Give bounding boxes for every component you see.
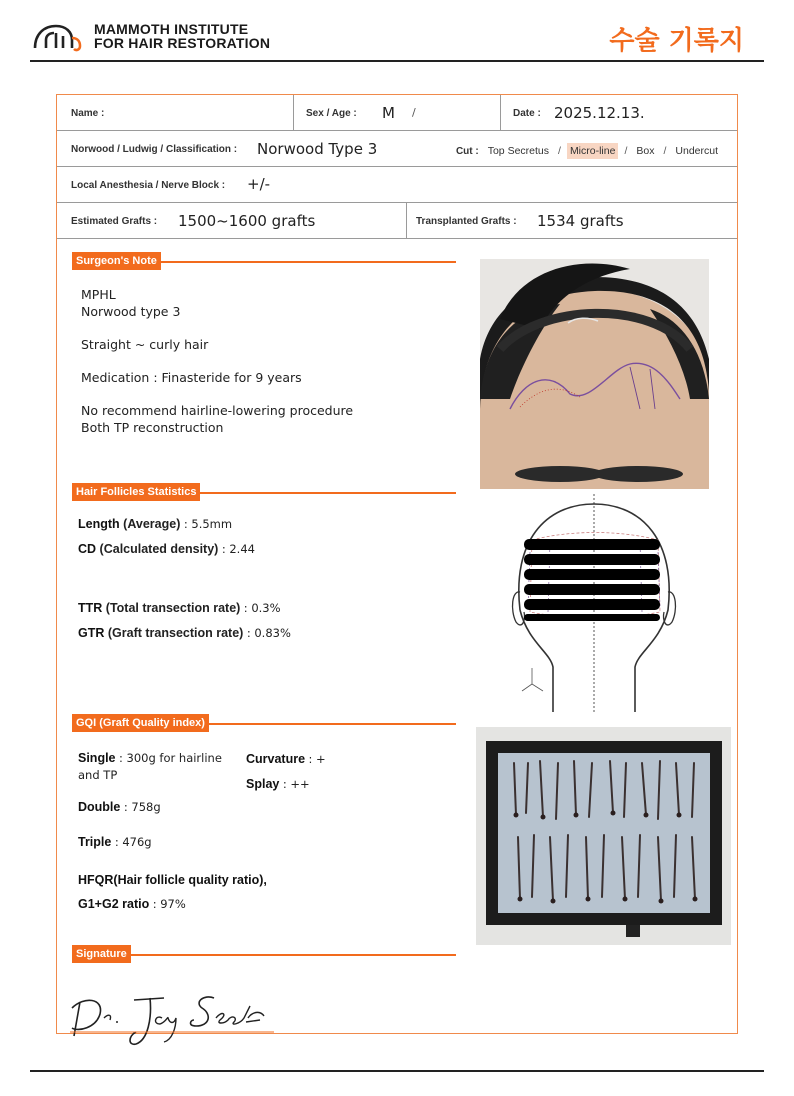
sex-age-label: Sex / Age : [306,108,357,119]
gqi-double: Double : 758g [78,800,161,814]
gqi-single: Single : 300g for hairline [78,751,222,765]
classification-label: Norwood / Ludwig / Classification : [71,144,238,155]
transplanted-grafts-label: Transplanted Grafts : [416,216,517,227]
signature-title: Signature [72,945,131,963]
note-line: Both TP reconstruction [81,420,224,435]
page-header [30,14,764,62]
cut-option-box[interactable]: Box [636,145,655,157]
anesthesia-label: Local Anesthesia / Nerve Block : [71,180,226,191]
stat-ttr: TTR (Total transection rate) : 0.3% [78,601,281,615]
date-value: 2025.12.13. [554,104,645,122]
form-row-grafts [57,203,737,239]
footer-divider [30,1070,764,1072]
cut-option-micro-line[interactable]: Micro-line [567,143,619,159]
donor-area-diagram [510,492,680,714]
form-row-classification [57,131,737,167]
signature-header [72,945,456,963]
anesthesia-value: +/- [247,175,271,193]
hairline-photo [480,259,709,489]
gqi-triple: Triple : 476g [78,835,152,849]
institute-name: MAMMOTH INSTITUTE FOR HAIR RESTORATION [94,21,271,51]
cut-option-undercut[interactable]: Undercut [675,145,718,157]
gqi-hfqr: HFQR(Hair follicle quality ratio), [78,873,267,887]
header-divider [30,60,764,62]
note-line: Norwood type 3 [81,304,181,319]
document-title: 수술 기록지 [609,26,744,56]
sex-value: M [382,104,395,122]
sex-age-separator: / [412,106,416,119]
estimated-grafts-label: Estimated Grafts : [71,216,158,227]
note-line: MPHL [81,287,116,302]
gqi-curvature: Curvature : + [246,752,326,766]
cut-option-top-secretus[interactable]: Top Secretus [487,145,550,157]
cut-label: Cut : [455,145,479,157]
form-row-anesthesia [57,167,737,203]
form-row-patient [57,95,737,131]
gqi-single-cont: and TP [78,768,118,782]
follicle-stats-title: Hair Follicles Statistics [72,483,200,501]
gqi-g1g2: G1+G2 ratio : 97% [78,897,186,911]
note-line: Straight ~ curly hair [81,337,209,352]
stat-cd: CD (Calculated density) : 2.44 [78,542,255,556]
transplanted-grafts-value: 1534 grafts [537,212,624,230]
stat-length: Length (Average) : 5.5mm [78,517,233,531]
follicle-stats-header [72,483,456,501]
estimated-grafts-value: 1500~1600 grafts [178,212,316,230]
note-line: Medication : Finasteride for 9 years [81,370,302,385]
date-label: Date : [513,108,541,119]
classification-value: Norwood Type 3 [257,140,378,158]
note-line: No recommend hairline-lowering procedure [81,403,354,418]
surgeons-note-body [81,286,353,436]
stat-gtr: GTR (Graft transection rate) : 0.83% [78,626,291,640]
signature-image [64,988,276,1048]
graft-monitor-photo [476,727,731,945]
mammoth-logo-icon [32,20,90,52]
surgeons-note-title: Surgeon's Note [72,252,161,270]
gqi-header [72,714,456,732]
surgeons-note-header [72,252,456,270]
name-label: Name : [71,108,105,119]
cut-options: Cut : Top Secretus / Micro-line / Box / Undercut [456,143,721,159]
gqi-splay: Splay : ++ [246,777,310,791]
gqi-title: GQI (Graft Quality index) [72,714,209,732]
